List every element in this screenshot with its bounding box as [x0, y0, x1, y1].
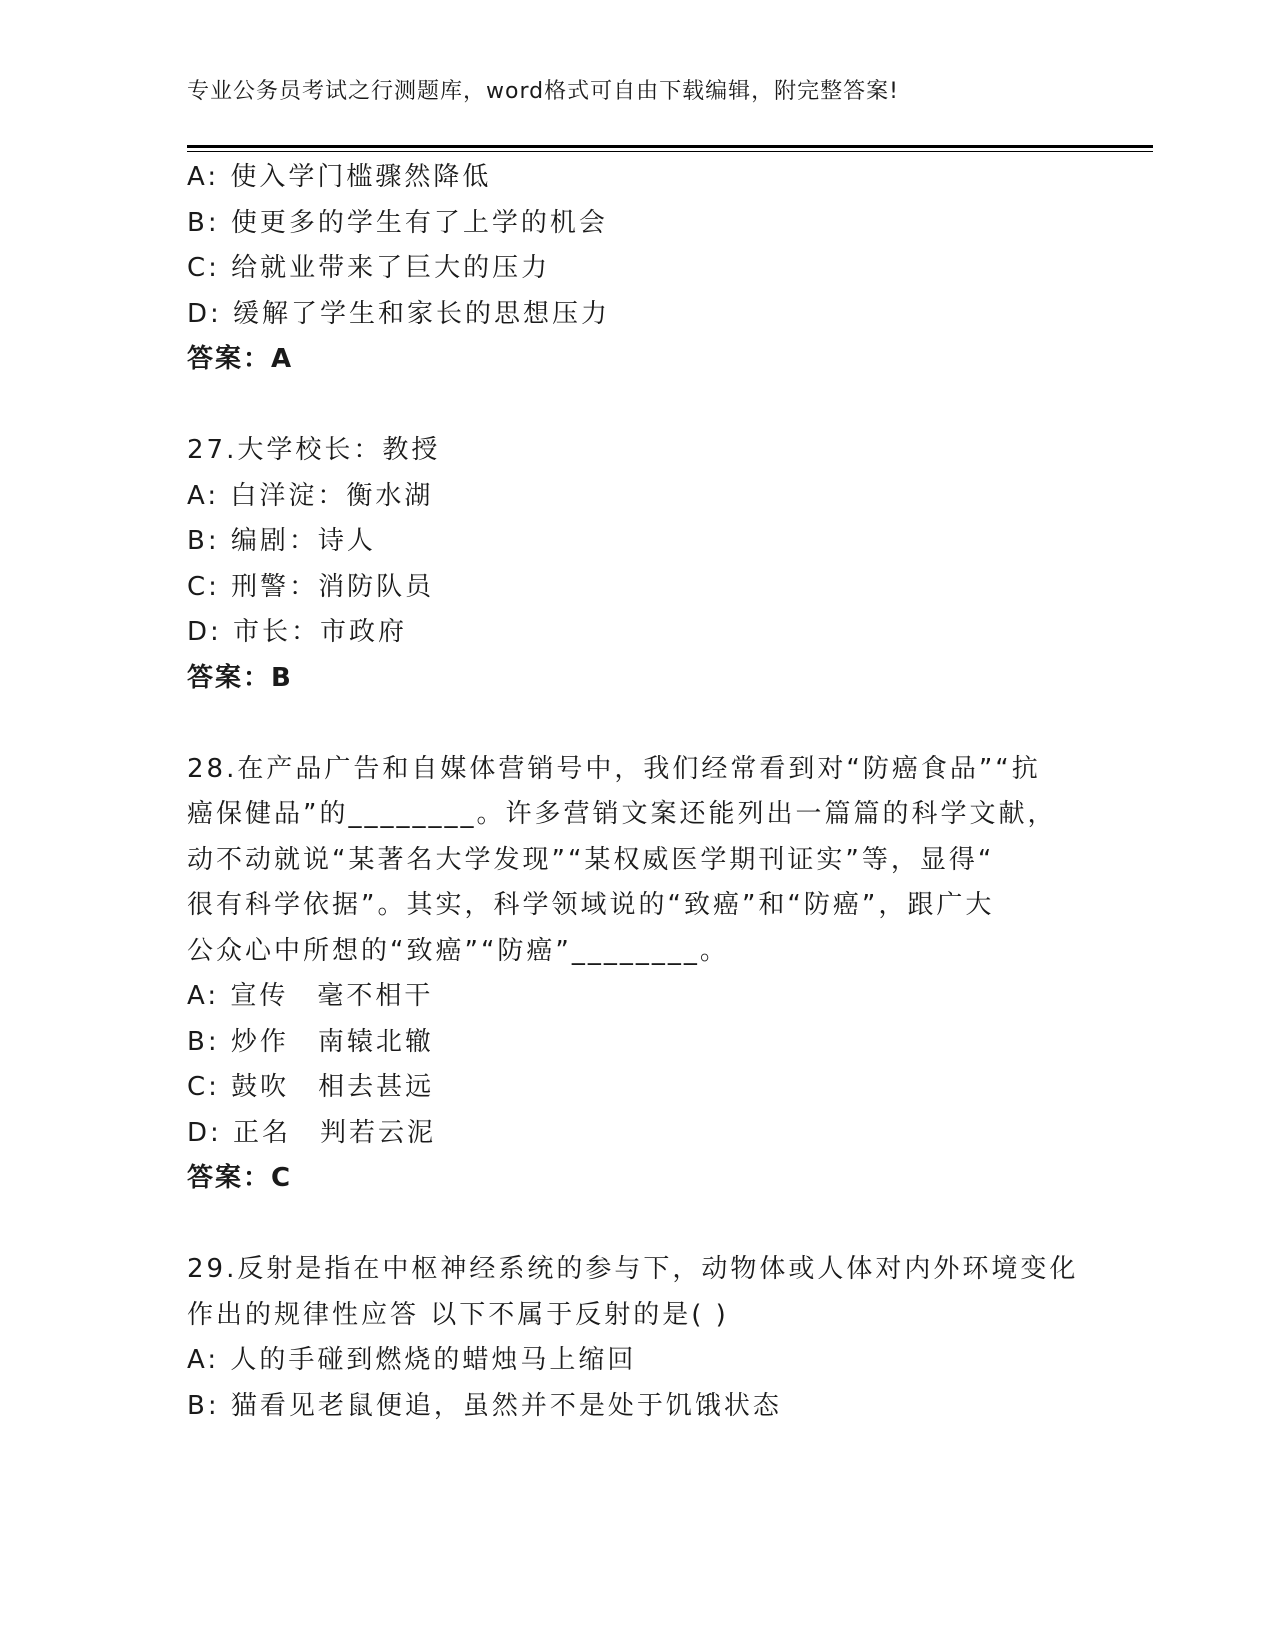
- q29-option-a: A: 人的手碰到燃烧的蜡烛马上缩回: [187, 1345, 637, 1375]
- q27-answer: 答案：B: [187, 662, 293, 693]
- question-content: [187, 155, 1087, 1429]
- q29-stem-line-1: 29.反射是指在中枢神经系统的参与下，动物体或人体对内外环境变化: [187, 1254, 1079, 1284]
- q27-stem: 27.大学校长：教授: [187, 435, 441, 465]
- q28-option-b: B: 炒作 南辕北辙: [187, 1026, 434, 1057]
- q28-option-d: D: 正名 判若云泥: [187, 1117, 437, 1148]
- q27-option-c: C: 刑警：消防队员: [187, 571, 435, 602]
- q28-stem-line-4: 很有科学依据”。其实，科学领域说的“致癌”和“防癌”，跟广大: [187, 890, 995, 920]
- header-rule-thick: [187, 145, 1153, 148]
- header-rule-thin: [187, 151, 1153, 152]
- q28-stem-line-2: 癌保健品”的________。许多营销文案还能列出一篇篇的科学文献，: [187, 799, 1057, 829]
- q28-stem-line-3: 动不动就说“某著名大学发现”“某权威医学期刊证实”等，显得“: [187, 844, 995, 875]
- spacer: [187, 383, 1087, 429]
- page-header: 专业公务员考试之行测题库，word格式可自由下载编辑，附完整答案!: [187, 79, 899, 104]
- spacer: [187, 701, 1087, 747]
- q29-option-b: B: 猫看见老鼠便追，虽然并不是处于饥饿状态: [187, 1390, 782, 1421]
- q26-option-c: C: 给就业带来了巨大的压力: [187, 253, 551, 283]
- q28-answer: 答案：C: [187, 1163, 293, 1193]
- q28-stem-line-5: 公众心中所想的“致癌”“防癌”________。: [187, 935, 729, 966]
- q26-option-d: D: 缓解了学生和家长的思想压力: [187, 298, 611, 329]
- q28-option-c: C: 鼓吹 相去甚远: [187, 1072, 435, 1102]
- q28-stem-line-1: 28.在产品广告和自媒体营销号中，我们经常看到对“防癌食品”“抗: [187, 753, 1041, 784]
- q27-option-a: A: 白洋淀：衡水湖: [187, 480, 434, 511]
- q26-answer: 答案：A: [187, 344, 294, 374]
- q26-option-a: A: 使入学门槛骤然降低: [187, 162, 492, 192]
- q29-stem-line-2: 作出的规律性应答 以下不属于反射的是( ): [187, 1299, 729, 1330]
- q27-option-d: D: 市长：市政府: [187, 617, 408, 647]
- spacer: [187, 1202, 1087, 1248]
- q27-option-b: B: 编剧：诗人: [187, 526, 376, 556]
- q26-option-b: B: 使更多的学生有了上学的机会: [187, 207, 608, 238]
- q28-option-a: A: 宣传 毫不相干: [187, 981, 434, 1011]
